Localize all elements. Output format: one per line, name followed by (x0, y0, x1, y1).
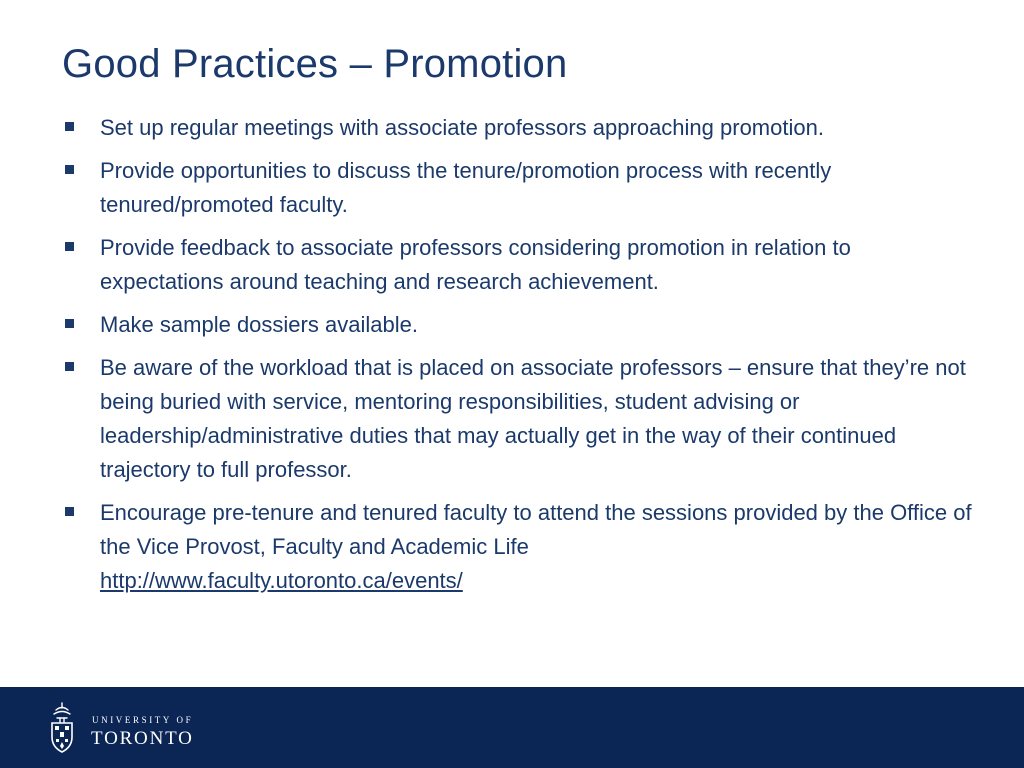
bullet-item (64, 231, 974, 299)
square-bullet-icon (65, 242, 74, 251)
square-bullet-icon (65, 362, 74, 371)
footer-bar (0, 687, 1024, 768)
bullet-item (64, 496, 974, 598)
bullet-text: Be aware of the workload that is placed on associate professors – ensure that they’re not being buried with service, mentoring responsibilities, student advising or leadership/administrative duties that may actually get in the way of their continued trajectory to full professor. (100, 355, 966, 482)
university-crest-icon (48, 701, 76, 755)
bullet-text: Encourage pre-tenure and tenured faculty to attend the sessions provided by the Office of the Vice Provost, Faculty and Academic Life (100, 500, 972, 559)
bullet-item (64, 351, 974, 487)
bullet-text: Provide opportunities to discuss the tenure/promotion process with recently tenured/promoted faculty. (100, 158, 832, 217)
square-bullet-icon (65, 507, 74, 516)
events-link[interactable]: http://www.faculty.utoronto.ca/events/ (100, 568, 463, 593)
bullet-item (64, 111, 974, 145)
square-bullet-icon (65, 319, 74, 328)
square-bullet-icon (65, 165, 74, 174)
logo-toronto: TORONTO (91, 728, 194, 749)
bullet-list (64, 111, 974, 607)
slide-title: Good Practices – Promotion (62, 42, 568, 86)
bullet-item (64, 308, 974, 342)
bullet-text: Set up regular meetings with associate professors approaching promotion. (100, 115, 824, 140)
square-bullet-icon (65, 122, 74, 131)
bullet-item (64, 154, 974, 222)
bullet-text: Make sample dossiers available. (100, 312, 418, 337)
logo-university-of: UNIVERSITY OF (92, 715, 194, 725)
bullet-text: Provide feedback to associate professors considering promotion in relation to expectations around teaching and research achievement. (100, 235, 851, 294)
